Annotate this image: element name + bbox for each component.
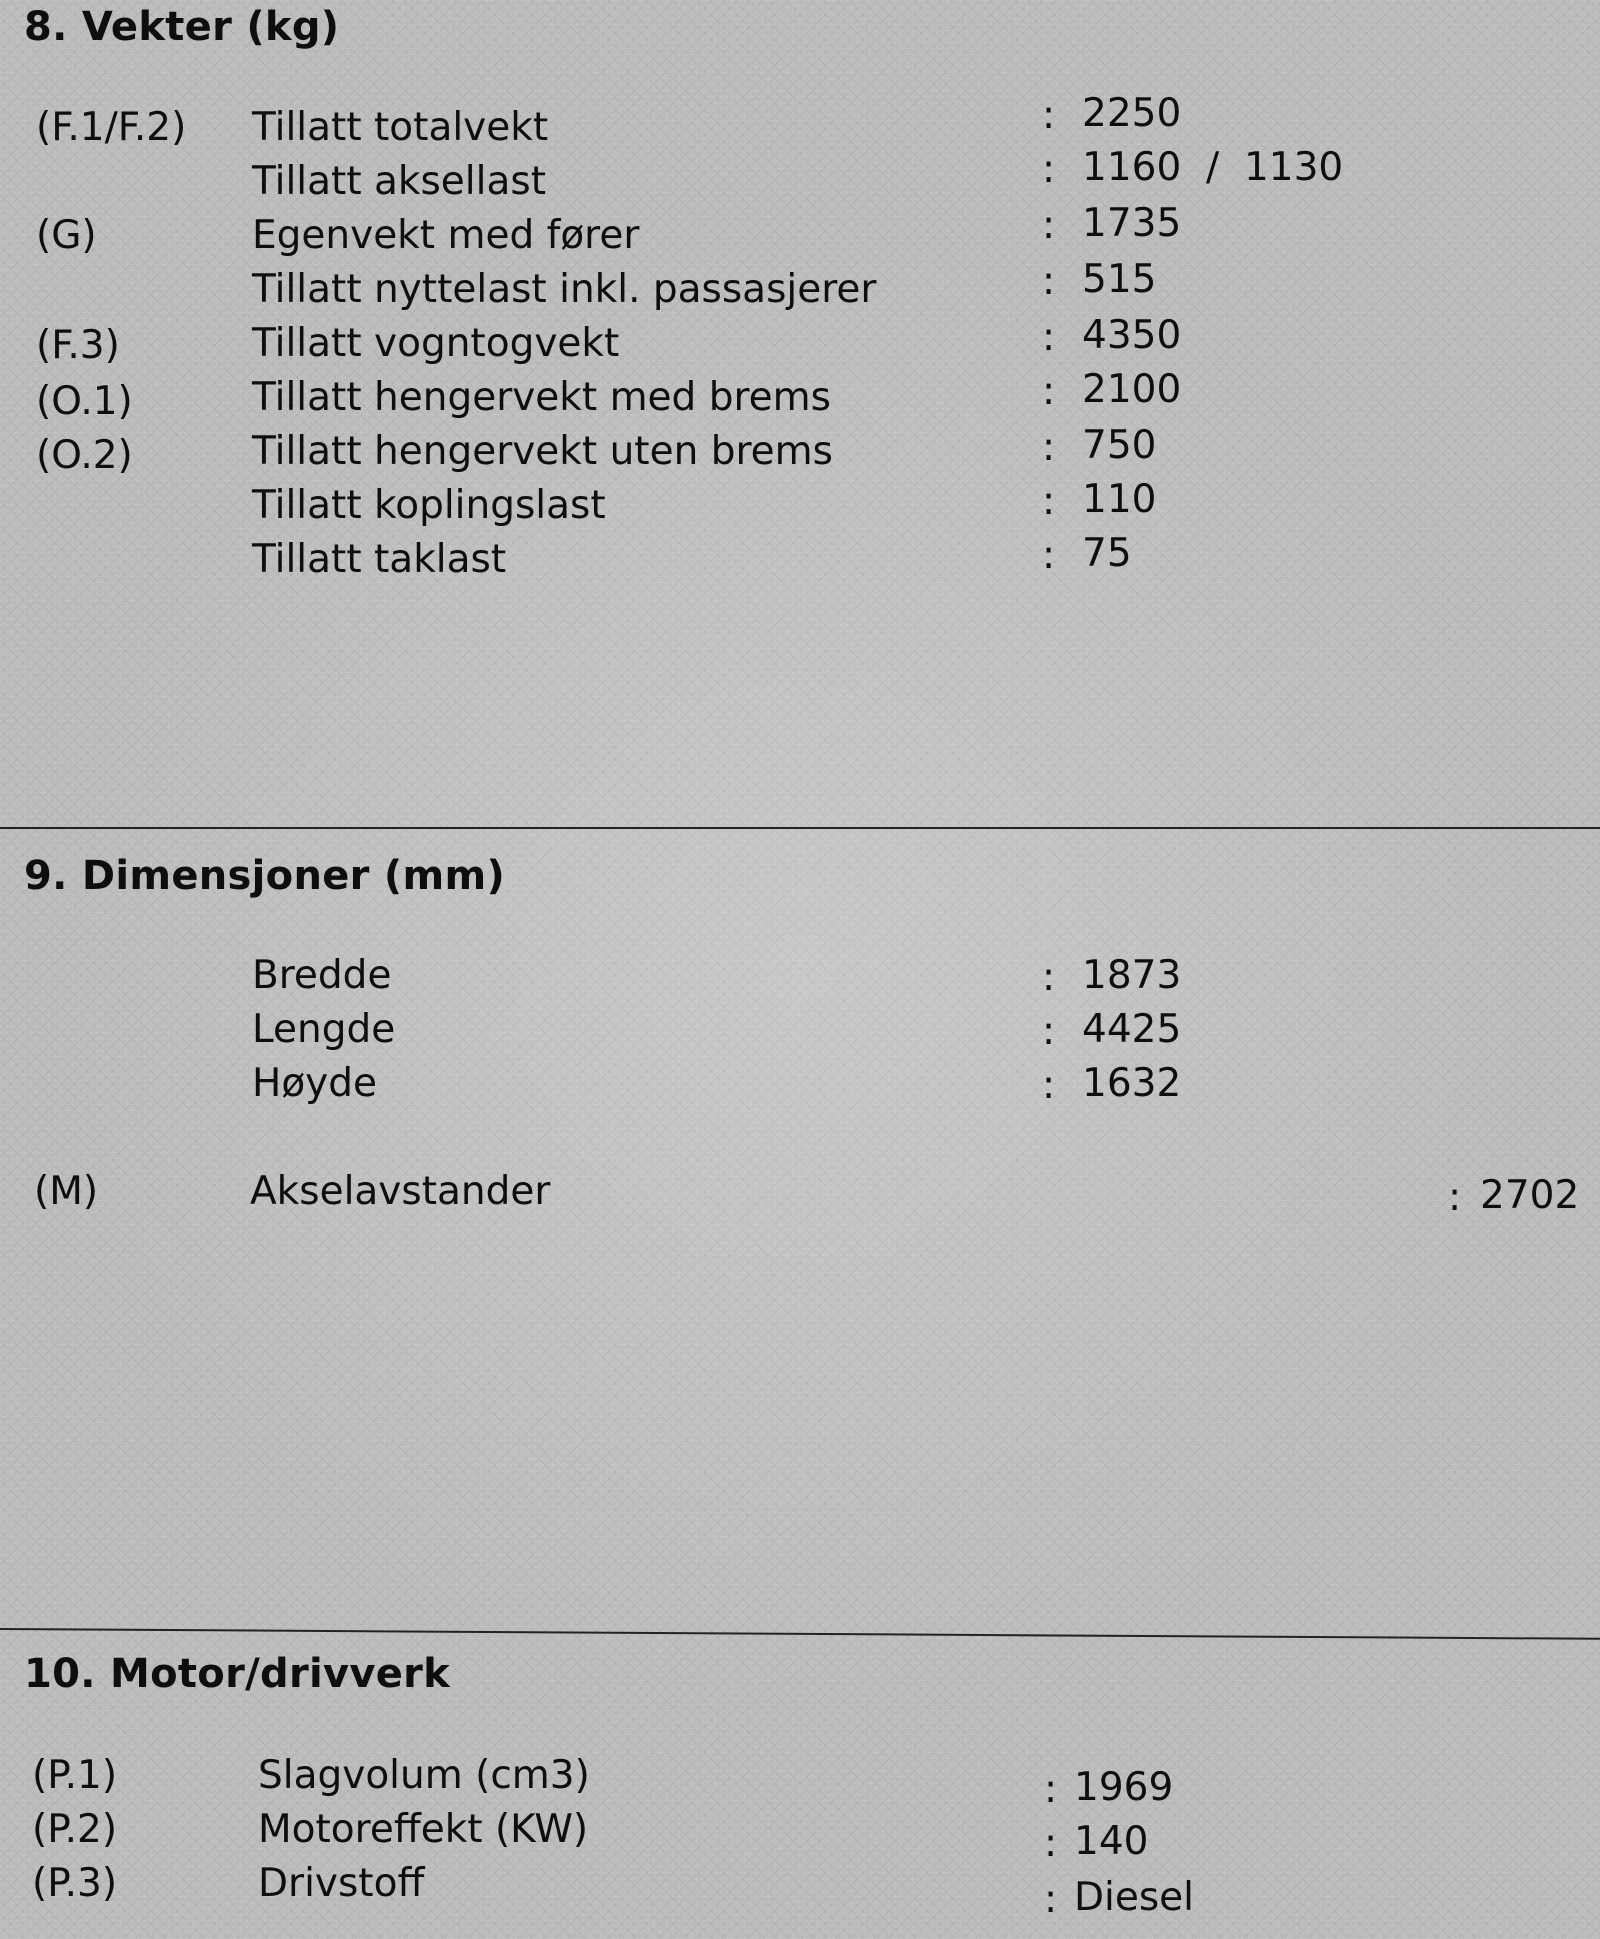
section-divider [0, 827, 1600, 829]
row-code: (P.1) [32, 1753, 118, 1798]
row-separator: : [1042, 147, 1056, 192]
row-separator: : [1044, 1877, 1058, 1922]
row-separator: : [1042, 533, 1056, 578]
row-value: Diesel [1074, 1875, 1195, 1920]
row-separator: : [1042, 369, 1056, 414]
row-label: Tillatt hengervekt uten brems [252, 429, 833, 474]
row-label: Lengde [252, 1007, 396, 1052]
row-value: 110 [1082, 477, 1157, 522]
row-label: Tillatt nyttelast inkl. passasjerer [252, 267, 877, 312]
row-label: Tillatt totalvekt [252, 105, 549, 150]
row-label: Tillatt taklast [252, 537, 507, 582]
row-code: (M) [34, 1169, 99, 1214]
row-label: Motoreffekt (KW) [258, 1807, 589, 1852]
row-label: Tillatt koplingslast [252, 483, 606, 528]
section-title-dimensions: 9. Dimensjoner (mm) [24, 853, 506, 899]
row-separator: : [1042, 1063, 1056, 1108]
row-value: 4350 [1082, 313, 1182, 358]
row-label: Drivstoff [258, 1861, 425, 1906]
row-label: Tillatt hengervekt med brems [252, 375, 831, 420]
row-code: (O.2) [36, 433, 133, 478]
row-label: Egenvekt med fører [252, 213, 640, 258]
row-separator: : [1042, 259, 1056, 304]
row-value: 750 [1082, 423, 1157, 468]
section-title-weights: 8. Vekter (kg) [24, 4, 340, 50]
row-separator: : [1042, 203, 1056, 248]
row-separator: : [1042, 1009, 1056, 1054]
row-value: 1969 [1074, 1765, 1174, 1810]
row-label: Høyde [252, 1061, 378, 1106]
row-separator: : [1042, 479, 1056, 524]
row-value: 2100 [1082, 367, 1182, 412]
row-value: 2702 [1480, 1173, 1580, 1218]
row-separator: : [1042, 955, 1056, 1000]
row-label: Bredde [252, 953, 392, 998]
row-code: (P.3) [32, 1861, 118, 1906]
row-value: 75 [1082, 531, 1132, 576]
row-separator: : [1042, 93, 1056, 138]
row-value: 1632 [1082, 1061, 1182, 1106]
row-label: Tillatt vogntogvekt [252, 321, 620, 366]
row-separator: : [1448, 1175, 1462, 1220]
row-code: (F.1/F.2) [36, 105, 187, 150]
row-code: (F.3) [36, 323, 120, 368]
row-value: 2250 [1082, 91, 1182, 136]
row-value: 1160 / 1130 [1082, 145, 1344, 190]
row-separator: : [1044, 1821, 1058, 1866]
row-code: (O.1) [36, 379, 133, 424]
row-value: 1873 [1082, 953, 1182, 998]
row-value: 1735 [1082, 201, 1182, 246]
row-code: (G) [36, 213, 97, 258]
section-title-engine: 10. Motor/drivverk [24, 1651, 451, 1697]
row-separator: : [1042, 315, 1056, 360]
row-code: (P.2) [32, 1807, 118, 1852]
row-label: Slagvolum (cm3) [258, 1753, 590, 1798]
section-divider [0, 1628, 1600, 1640]
row-separator: : [1042, 425, 1056, 470]
row-value: 515 [1082, 257, 1157, 302]
row-label: Tillatt aksellast [252, 159, 546, 204]
row-value: 4425 [1082, 1007, 1182, 1052]
row-label: Akselavstander [250, 1169, 551, 1214]
row-value: 140 [1074, 1819, 1149, 1864]
row-separator: : [1044, 1767, 1058, 1812]
